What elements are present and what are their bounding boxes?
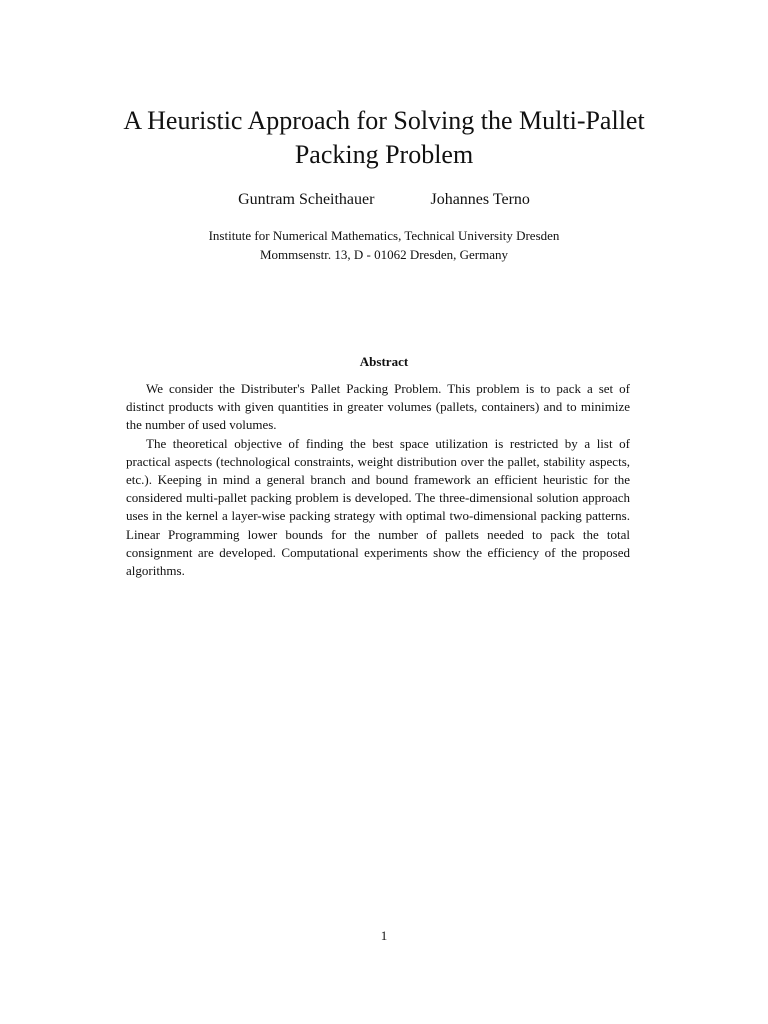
author-name: Johannes Terno — [430, 191, 530, 208]
author-name: Guntram Scheithauer — [238, 191, 375, 208]
affiliation-address: Mommsenstr. 13, D - 01062 Dresden, Germany — [259, 247, 509, 262]
author-list — [0, 190, 768, 210]
abstract-paragraph: The theoretical objective of finding the best space utilization is restricted by a list of practical aspects (technological constraints, weight distribution over the pallet, stability aspects, etc.). Keeping in mind a general branch and bound framework an efficient heuristic for the considered multi-pallet packing problem is developed. The three-dimensional solution approach uses in the kernel a layer-wise packing strategy with optimal two-dimensional packing patterns. Linear Programming lower bounds for the number of pallets needed to pack the total consignment are developed. Computational experiments show the efficiency of the proposed algorithms. — [126, 435, 630, 579]
title-line-1: A Heuristic Approach for Solving the Multi-Pallet — [123, 106, 645, 135]
abstract-heading: Abstract — [359, 354, 409, 369]
title-line-2: Packing Problem — [294, 140, 474, 169]
abstract-paragraph: We consider the Distributer's Pallet Packing Problem. This problem is to pack a set of distinct products with given quantities in greater volumes (pallets, containers) and to minimize the number of used volumes. — [126, 381, 630, 433]
affiliation-institute: Institute for Numerical Mathematics, Technical University Dresden — [208, 228, 560, 243]
paper-title — [60, 104, 708, 172]
page-number: 1 — [380, 928, 388, 943]
affiliation — [0, 226, 768, 264]
abstract-body — [126, 380, 630, 580]
